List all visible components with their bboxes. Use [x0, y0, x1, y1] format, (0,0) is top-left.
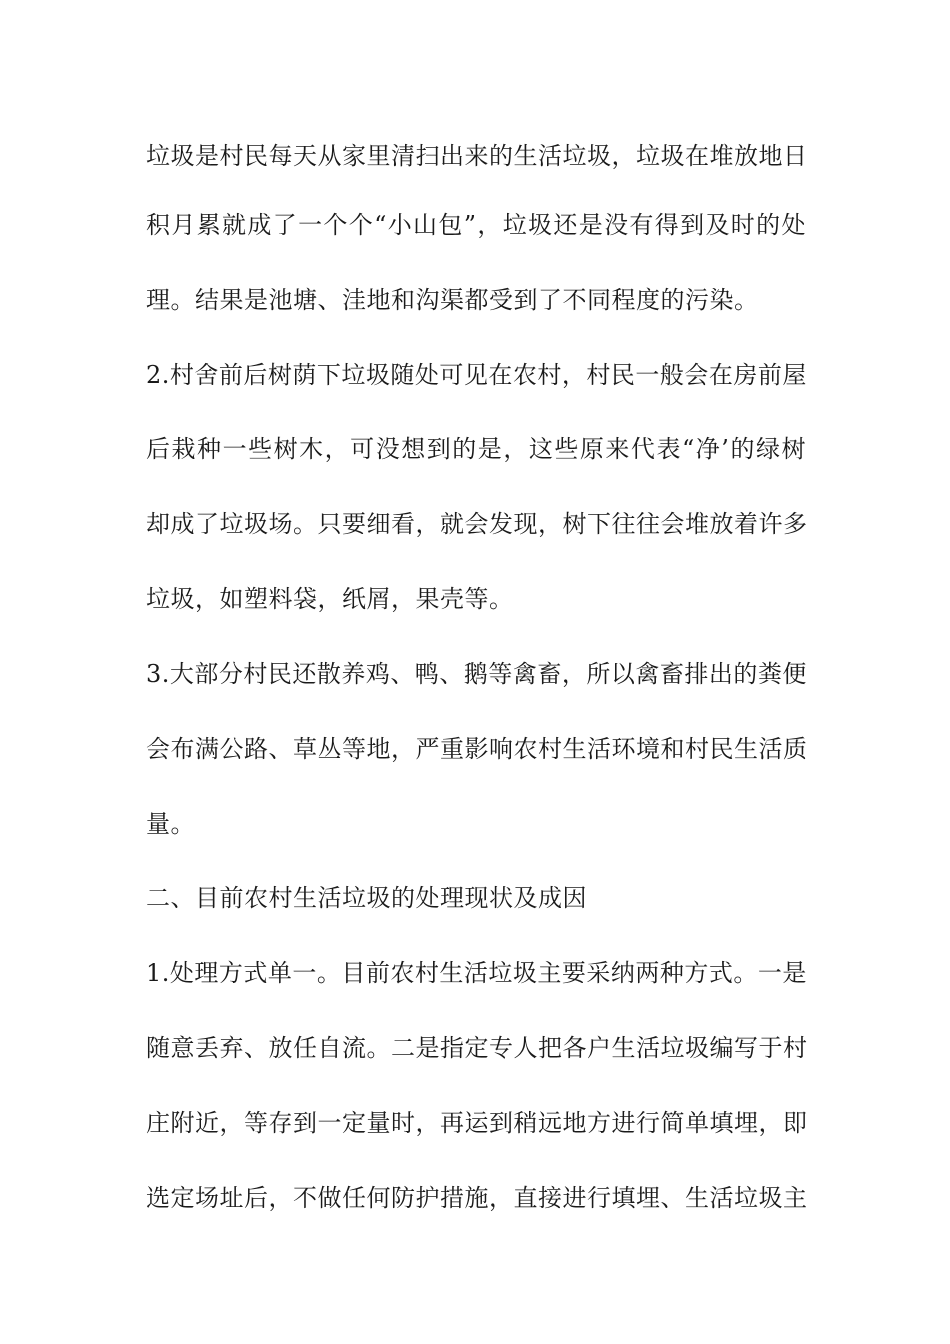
paragraph-line: 垃圾，如塑料袋，纸屑，果壳等。: [146, 585, 514, 613]
paragraph-line: 2.村舍前后树荫下垃圾随处可见在农村，村民一般会在房前屋: [146, 361, 807, 389]
paragraph-line: 理。结果是池塘、洼地和沟渠都受到了不同程度的污染。: [146, 286, 759, 314]
paragraph-line: 选定场址后，不做任何防护措施，直接进行填埋、生活垃圾主: [146, 1184, 808, 1212]
paragraph-line: 庄附近，等存到一定量时，再运到稍远地方进行简单填埋，即: [146, 1109, 808, 1137]
paragraph-line: 1.处理方式单一。目前农村生活垃圾主要采纳两种方式。一是: [146, 959, 807, 987]
paragraph-line: 量。: [146, 810, 195, 838]
paragraph-line: 垃圾是村民每天从家里清扫出来的生活垃圾，垃圾在堆放地日: [146, 142, 808, 170]
paragraph-line: 3.大部分村民还散养鸡、鸭、鹅等禽畜，所以禽畜排出的粪便: [146, 660, 807, 688]
paragraph-line: 会布满公路、草丛等地，严重影响农村生活环境和村民生活质: [146, 735, 808, 763]
paragraph-line: 却成了垃圾场。只要细看，就会发现，树下往往会堆放着许多: [146, 510, 808, 538]
section-heading: 二、目前农村生活垃圾的处理现状及成因: [146, 884, 587, 912]
paragraph-line: 积月累就成了一个个“小山包”，垃圾还是没有得到及时的处: [146, 211, 806, 239]
paragraph-line: 随意丢弃、放任自流。二是指定专人把各户生活垃圾编写于村: [146, 1034, 808, 1062]
paragraph-line: 后栽种一些树木，可没想到的是，这些原来代表“净’的绿树: [146, 435, 806, 463]
